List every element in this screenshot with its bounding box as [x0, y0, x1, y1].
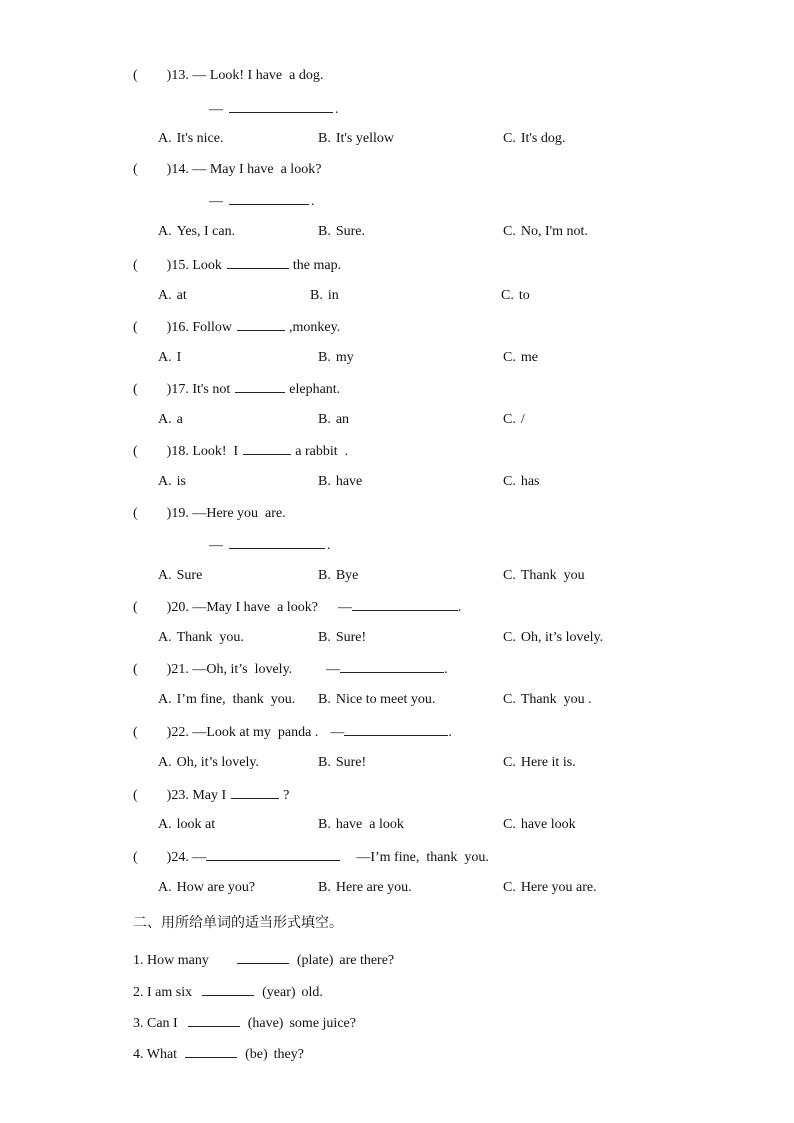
option-c[interactable] — [503, 349, 538, 367]
paren-open: ( — [133, 725, 138, 740]
option-text: Here it is. — [520, 755, 576, 770]
option-text: look at — [176, 817, 216, 832]
option-c[interactable] — [501, 287, 530, 305]
question-number: 18 — [171, 444, 186, 459]
option-b[interactable] — [318, 816, 404, 834]
option-letter: C. — [503, 474, 516, 489]
word-hint: (have) — [247, 1016, 284, 1031]
answer-blank[interactable] — [229, 192, 309, 205]
option-text: Thank you — [520, 568, 585, 583]
fill-item-after: they? — [273, 1047, 304, 1062]
question-stem: —Oh, it’s lovely. — [192, 662, 293, 677]
question-21: ( )21. —Oh, it’s lovely. — . — [133, 662, 448, 677]
period: . — [311, 194, 315, 209]
option-text: Thank you. — [176, 630, 244, 645]
answer-blank[interactable] — [235, 380, 285, 393]
question-stem-reply: — — [326, 662, 341, 677]
paren-open: ( — [133, 258, 138, 273]
option-text: have look — [520, 817, 576, 832]
option-b[interactable] — [318, 754, 366, 772]
paren-close: ) — [166, 444, 172, 459]
paren-close: ) — [166, 725, 172, 740]
fill-item — [133, 1045, 304, 1064]
option-text: has — [520, 474, 540, 489]
option-letter: A. — [158, 880, 172, 895]
option-letter: B. — [318, 350, 331, 365]
option-a[interactable] — [158, 691, 295, 709]
option-a[interactable] — [158, 879, 255, 897]
option-a[interactable] — [158, 629, 244, 647]
option-a[interactable] — [158, 411, 183, 429]
paren-open: ( — [133, 788, 138, 803]
question-stem-reply: —I’m fine, thank you. — [356, 850, 489, 865]
paren-open: ( — [133, 850, 138, 865]
paren-open: ( — [133, 162, 138, 177]
option-letter: B. — [318, 131, 331, 146]
question-stem-reply: — — [330, 725, 345, 740]
option-letter: C. — [503, 630, 516, 645]
option-a[interactable] — [158, 816, 215, 834]
period: . — [327, 538, 331, 553]
answer-line — [209, 536, 331, 555]
question-stem: —Here you are. — [192, 506, 286, 521]
question-14: ( )14. — May I have a look? — [133, 162, 322, 177]
option-c[interactable] — [503, 567, 585, 585]
option-c[interactable] — [503, 629, 603, 647]
fill-item-after: are there? — [339, 953, 395, 968]
paren-open: ( — [133, 506, 138, 521]
option-text: It's yellow — [335, 131, 394, 146]
fill-item-after: some juice? — [289, 1016, 356, 1031]
option-text: Sure! — [335, 630, 367, 645]
option-letter: C. — [503, 131, 516, 146]
option-text: me — [520, 350, 538, 365]
option-letter: B. — [318, 630, 331, 645]
fill-item-after: old. — [301, 985, 323, 1000]
option-text: It's nice. — [176, 131, 224, 146]
option-letter: C. — [503, 755, 516, 770]
option-letter: A. — [158, 817, 172, 832]
option-text: Thank you . — [520, 692, 592, 707]
paren-open: ( — [133, 382, 138, 397]
option-text: Oh, it’s lovely. — [520, 630, 604, 645]
option-c[interactable] — [503, 473, 540, 491]
answer-blank[interactable] — [202, 983, 254, 996]
option-c[interactable] — [503, 130, 565, 148]
option-text: have — [335, 474, 363, 489]
question-15: ( )15. Look the map. — [133, 258, 342, 273]
option-letter: A. — [158, 131, 172, 146]
option-letter: A. — [158, 412, 172, 427]
option-letter: B. — [318, 880, 331, 895]
option-letter: C. — [503, 350, 516, 365]
option-b[interactable] — [318, 473, 362, 491]
question-18: ( )18. Look! I a rabbit . — [133, 444, 349, 459]
option-text: Oh, it’s lovely. — [176, 755, 259, 770]
option-letter: A. — [158, 224, 172, 239]
option-text: Sure. — [335, 224, 366, 239]
question-stem-reply: — — [337, 600, 352, 615]
answer-blank[interactable] — [352, 598, 458, 611]
option-a[interactable] — [158, 130, 223, 148]
paren-close: ) — [166, 788, 172, 803]
option-b[interactable] — [318, 130, 394, 148]
word-hint: (year) — [262, 985, 296, 1000]
answer-blank[interactable] — [185, 1045, 237, 1058]
option-letter: A. — [158, 288, 172, 303]
option-text: Nice to meet you. — [335, 692, 436, 707]
question-stem-end: . — [444, 662, 448, 677]
paren-close: ) — [166, 850, 172, 865]
question-17: ( )17. It's not elephant. — [133, 382, 341, 397]
question-stem-after: ? — [283, 788, 290, 803]
option-text: I’m fine, thank you. — [176, 692, 296, 707]
question-number: 13 — [171, 68, 186, 83]
option-b[interactable] — [310, 287, 339, 305]
option-text: a — [176, 412, 183, 427]
option-text: How are you? — [176, 880, 256, 895]
paren-open: ( — [133, 600, 138, 615]
fill-item-before: 4. What — [133, 1047, 178, 1062]
answer-blank[interactable] — [231, 786, 279, 799]
question-stem-after: the map. — [292, 258, 342, 273]
fill-item-before: 3. Can I — [133, 1016, 178, 1031]
question-stem: Follow — [192, 320, 233, 335]
paren-open: ( — [133, 662, 138, 677]
option-text: No, I'm not. — [520, 224, 588, 239]
dash: — — [209, 194, 223, 209]
question-stem: — Look! I have a dog. — [192, 68, 324, 83]
option-letter: B. — [318, 474, 331, 489]
option-text: an — [335, 412, 350, 427]
paren-close: ) — [166, 320, 172, 335]
option-letter: B. — [318, 224, 331, 239]
option-letter: B. — [318, 692, 331, 707]
question-number: 14 — [171, 162, 186, 177]
paren-close: ) — [166, 662, 172, 677]
option-letter: B. — [318, 817, 331, 832]
question-number: 17 — [171, 382, 186, 397]
paren-close: ) — [166, 506, 172, 521]
question-stem: May I — [192, 788, 227, 803]
option-text: at — [176, 288, 187, 303]
option-c[interactable] — [503, 879, 597, 897]
option-text: in — [327, 288, 339, 303]
option-letter: C. — [503, 880, 516, 895]
option-text: to — [518, 288, 530, 303]
answer-blank[interactable] — [229, 536, 325, 549]
option-text: Sure — [176, 568, 203, 583]
question-stem-end: . — [448, 725, 452, 740]
option-a[interactable] — [158, 287, 187, 305]
question-stem-after: a rabbit . — [295, 444, 349, 459]
option-text: have a look — [335, 817, 404, 832]
option-letter: A. — [158, 755, 172, 770]
question-number: 23 — [171, 788, 186, 803]
fill-item — [133, 1014, 356, 1033]
option-b[interactable] — [318, 879, 412, 897]
option-b[interactable] — [318, 567, 358, 585]
question-number: 16 — [171, 320, 186, 335]
option-text: I — [176, 350, 182, 365]
option-b[interactable] — [318, 411, 349, 429]
option-b[interactable] — [318, 223, 365, 241]
option-text: / — [520, 412, 525, 427]
question-24: ( )24. — —I’m fine, thank you. — [133, 850, 489, 865]
question-22: ( )22. —Look at my panda . — . — [133, 725, 452, 740]
answer-blank[interactable] — [237, 951, 289, 964]
option-text: Bye — [335, 568, 359, 583]
paren-open: ( — [133, 444, 138, 459]
option-letter: A. — [158, 692, 172, 707]
option-b[interactable] — [318, 691, 435, 709]
option-c[interactable] — [503, 816, 576, 834]
fill-item-before: 2. I am six — [133, 985, 193, 1000]
dash: — — [209, 102, 223, 117]
option-text: Here are you. — [335, 880, 412, 895]
fill-item — [133, 951, 394, 970]
option-letter: C. — [501, 288, 514, 303]
option-letter: B. — [318, 412, 331, 427]
option-letter: C. — [503, 817, 516, 832]
paren-open: ( — [133, 68, 138, 83]
word-hint: (be) — [245, 1047, 268, 1062]
question-number: 22 — [171, 725, 186, 740]
answer-blank[interactable] — [229, 100, 333, 113]
option-text: Sure! — [335, 755, 367, 770]
option-text: Here you are. — [520, 880, 597, 895]
fill-item — [133, 983, 323, 1002]
question-19: ( )19. —Here you are. — [133, 506, 286, 521]
question-20: ( )20. —May I have a look? — . — [133, 600, 462, 615]
option-letter: A. — [158, 350, 172, 365]
paren-close: ) — [166, 382, 172, 397]
answer-blank[interactable] — [188, 1014, 240, 1027]
option-c[interactable] — [503, 754, 576, 772]
word-hint: (plate) — [296, 953, 334, 968]
question-number: 21 — [171, 662, 186, 677]
option-b[interactable] — [318, 349, 354, 367]
option-letter: C. — [503, 412, 516, 427]
question-number: 15 — [171, 258, 186, 273]
question-stem-after: elephant. — [289, 382, 341, 397]
question-stem: — — [192, 850, 207, 865]
period: . — [335, 102, 339, 117]
option-letter: A. — [158, 630, 172, 645]
question-stem: — May I have a look? — [192, 162, 322, 177]
paren-close: ) — [166, 68, 172, 83]
question-stem: Look! I — [192, 444, 239, 459]
question-23: ( )23. May I ? — [133, 788, 290, 803]
question-stem: It's not — [192, 382, 231, 397]
option-letter: C. — [503, 568, 516, 583]
option-c[interactable] — [503, 223, 588, 241]
answer-blank[interactable] — [243, 442, 291, 455]
answer-blank[interactable] — [237, 318, 285, 331]
option-text: Yes, I can. — [176, 224, 236, 239]
option-letter: B. — [310, 288, 323, 303]
option-a[interactable] — [158, 223, 235, 241]
option-text: It's dog. — [520, 131, 566, 146]
answer-blank[interactable] — [227, 256, 289, 269]
question-number: 20 — [171, 600, 186, 615]
option-a[interactable] — [158, 754, 259, 772]
option-c[interactable] — [503, 691, 592, 709]
option-c[interactable] — [503, 411, 525, 429]
option-letter: B. — [318, 755, 331, 770]
paren-close: ) — [166, 258, 172, 273]
option-letter: C. — [503, 692, 516, 707]
question-stem-after: ,monkey. — [289, 320, 341, 335]
option-letter: C. — [503, 224, 516, 239]
option-a[interactable] — [158, 567, 202, 585]
option-letter: A. — [158, 568, 172, 583]
option-letter: A. — [158, 474, 172, 489]
option-text: is — [176, 474, 186, 489]
question-stem: —May I have a look? — [192, 600, 318, 615]
question-number: 19 — [171, 506, 186, 521]
option-b[interactable] — [318, 629, 366, 647]
section-2-title: 二、用所给单词的适当形式填空。 — [133, 915, 343, 931]
question-stem: Look — [192, 258, 222, 273]
paren-close: ) — [166, 162, 172, 177]
paren-close: ) — [166, 600, 172, 615]
answer-line — [209, 100, 339, 119]
answer-blank[interactable] — [340, 660, 444, 673]
question-16: ( )16. Follow ,monkey. — [133, 320, 341, 335]
answer-blank[interactable] — [206, 848, 340, 861]
fill-item-before: 1. How many — [133, 953, 209, 968]
question-13: ( )13. — Look! I have a dog. — [133, 68, 324, 83]
dash: — — [209, 538, 223, 553]
option-a[interactable] — [158, 349, 181, 367]
option-text: my — [335, 350, 354, 365]
answer-blank[interactable] — [344, 723, 448, 736]
question-number: 24 — [171, 850, 186, 865]
option-letter: B. — [318, 568, 331, 583]
question-stem: —Look at my panda . — [192, 725, 319, 740]
option-a[interactable] — [158, 473, 186, 491]
answer-line — [209, 192, 315, 211]
paren-open: ( — [133, 320, 138, 335]
question-stem-end: . — [457, 600, 462, 615]
